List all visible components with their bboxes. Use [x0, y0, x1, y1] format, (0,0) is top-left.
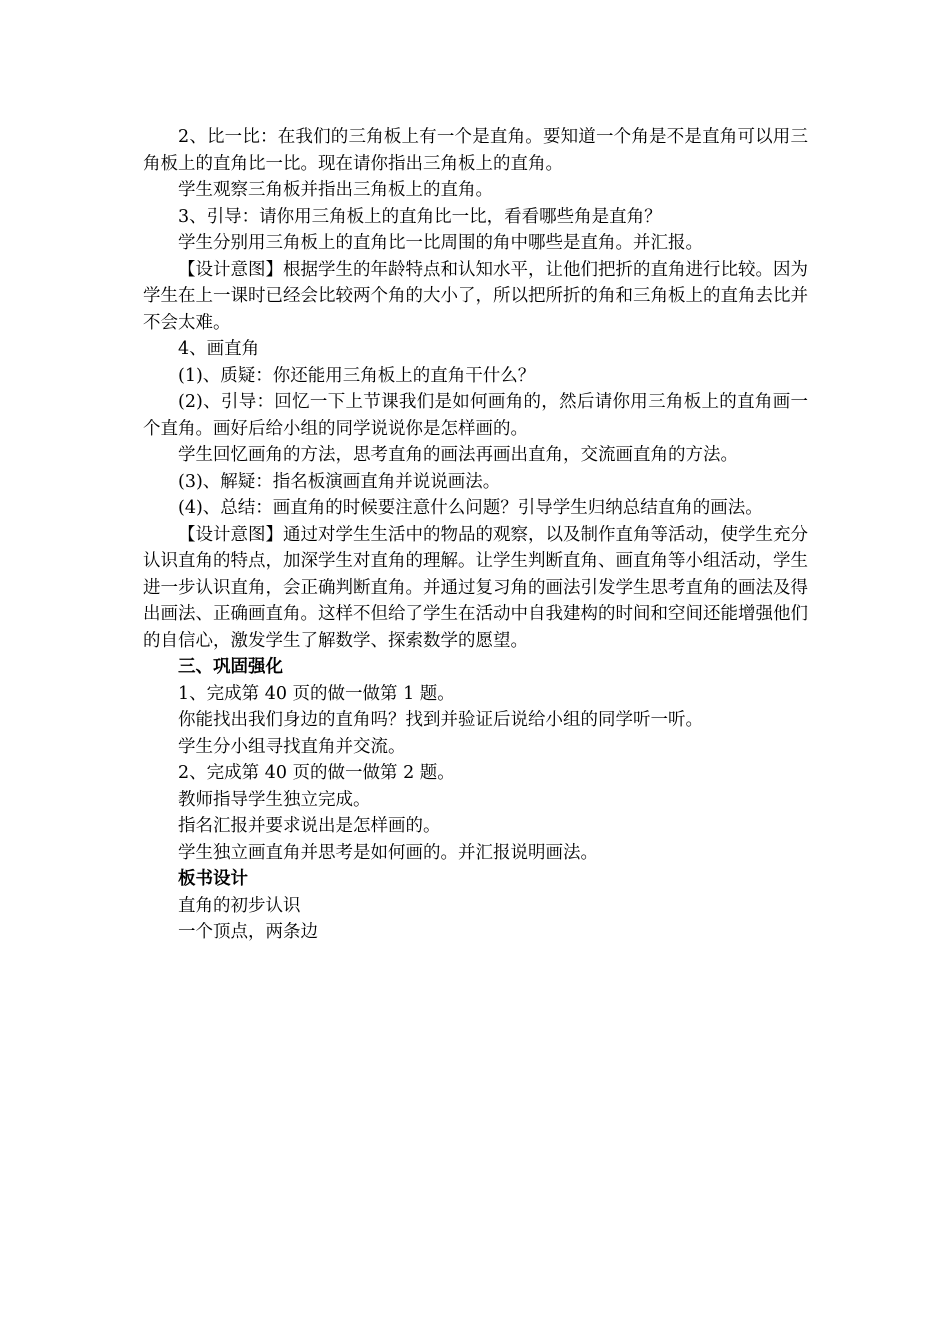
paragraph-design-intent-2: 【设计意图】通过对学生生活中的物品的观察，以及制作直角等活动，使学生充分认识直角的特点，加深学生对直角的理解。让学生判断直角、画直角等小组活动，学生进一步认识直角，会正确判断直角。并通过复习角的画法引发学生思考直角的画法及得出画法、正确画直角。这样不但给了学生在活动中自我建构的时间和空间还能增强他们的自信心，激发学生了解数学、探索数学的愿望。	[143, 524, 808, 651]
paragraph-observe: 学生观察三角板并指出三角板上的直角。	[178, 180, 493, 200]
paragraph-find-right-angles: 你能找出我们身边的直角吗？找到并验证后说给小组的同学听一听。	[178, 710, 703, 730]
paragraph-teacher-guide: 教师指导学生独立完成。	[178, 789, 371, 810]
paragraph-board-content: 一个顶点，两条边	[178, 922, 318, 942]
paragraph-report: 学生分别用三角板上的直角比一比周围的角中哪些是直角。并汇报。	[178, 233, 703, 253]
paragraph-design-intent-1: 【设计意图】根据学生的年龄特点和认知水平，让他们把折的直角进行比较。因为学生在上一课时已经会比较两个角的大小了，所以把所折的角和三角板上的直角去比并不会太难。	[143, 259, 808, 333]
section-heading-consolidate: 三、巩固强化	[178, 657, 283, 677]
paragraph-recall: 学生回忆画角的方法，思考直角的画法再画出直角，交流画直角的方法。	[178, 445, 738, 465]
paragraph-group-search: 学生分小组寻找直角并交流。	[178, 736, 406, 757]
paragraph-board-title: 直角的初步认识	[178, 895, 301, 916]
paragraph-exercise-1: 1、完成第 40 页的做一做第 1 题。	[178, 683, 455, 704]
paragraph-summary: (4)、总结：画直角的时候要注意什么问题？引导学生归纳总结直角的画法。	[178, 498, 763, 518]
paragraph-compare: 2、比一比：在我们的三角板上有一个是直角。要知道一个角是不是直角可以用三角板上的直角比一比。现在请你指出三角板上的直角。	[143, 127, 808, 174]
paragraph-guide-draw: (2)、引导：回忆一下上节课我们是如何画角的，然后请你用三角板上的直角画一个直角。画好后给小组的同学说说你是怎样画的。	[143, 392, 808, 439]
paragraph-question: (1)、质疑：你还能用三角板上的直角干什么？	[178, 365, 536, 386]
paragraph-resolve: (3)、解疑：指名板演画直角并说说画法。	[178, 471, 501, 492]
paragraph-independent-draw: 学生独立画直角并思考是如何画的。并汇报说明画法。	[178, 842, 598, 863]
paragraph-exercise-2: 2、完成第 40 页的做一做第 2 题。	[178, 763, 455, 783]
paragraph-name-report: 指名汇报并要求说出是怎样画的。	[178, 816, 441, 836]
document-body	[143, 124, 808, 946]
paragraph-draw-right-angle: 4、画直角	[178, 339, 260, 359]
paragraph-guide: 3、引导：请你用三角板上的直角比一比，看看哪些角是直角？	[178, 206, 662, 227]
section-heading-board-design: 板书设计	[178, 869, 248, 889]
